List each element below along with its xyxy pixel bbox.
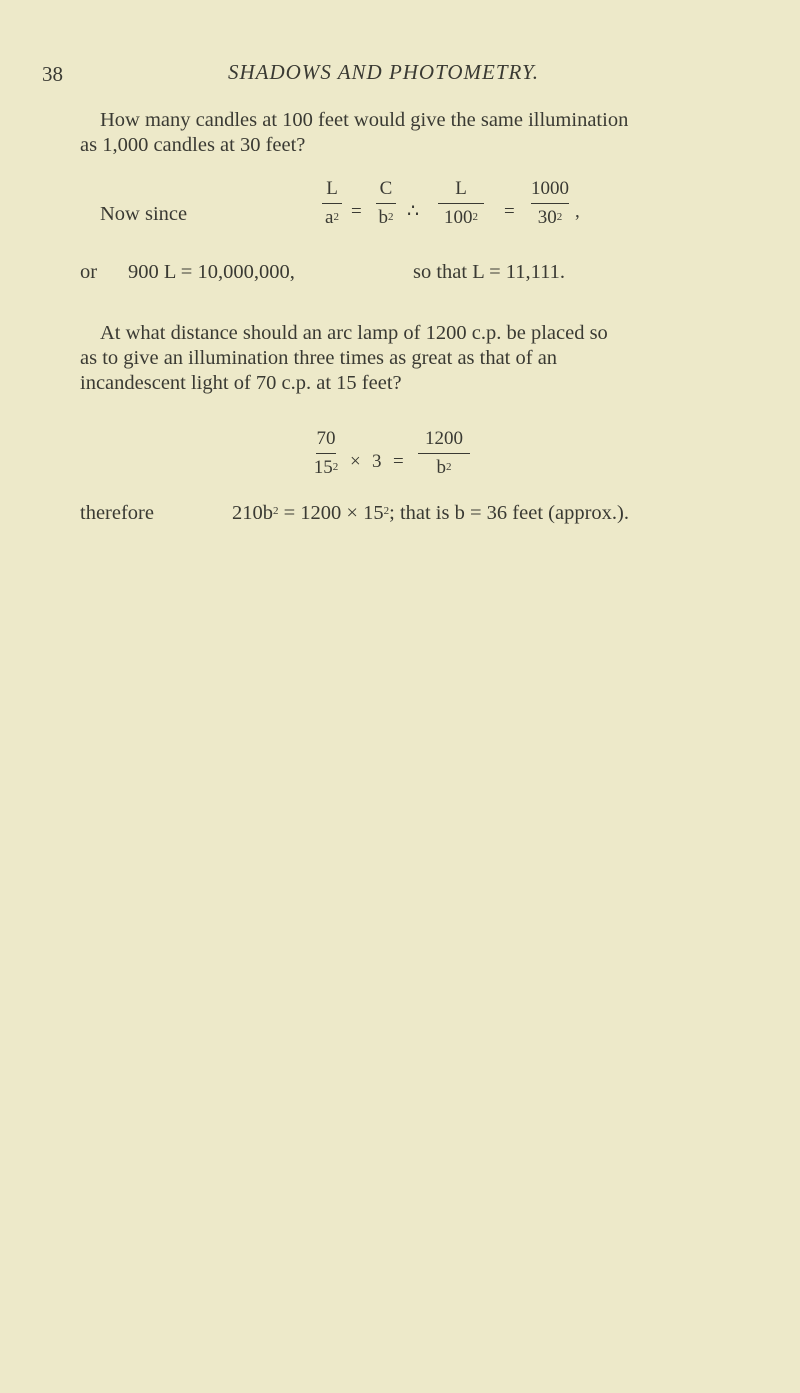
fraction-bar — [376, 203, 396, 204]
factor-three: 3 — [372, 451, 382, 472]
page-number: 38 — [42, 62, 63, 86]
fraction-bar — [316, 453, 336, 454]
comma: , — [575, 201, 580, 222]
therefore-label: therefore — [80, 502, 154, 524]
problem1-question-line1: How many candles at 100 feet would give the same illumination — [100, 109, 629, 131]
fraction-numerator: L — [455, 178, 467, 199]
fraction-1200-over-b2 — [412, 428, 476, 479]
equals-sign: = — [393, 451, 404, 472]
times-sign: × — [350, 451, 361, 472]
running-title: SHADOWS AND PHOTOMETRY. — [228, 60, 540, 84]
fraction-numerator: 1200 — [425, 428, 463, 449]
fraction-denominator: $a^2$ — [325, 207, 339, 228]
fraction-bar — [531, 203, 569, 204]
fraction-denominator: $30^2$ — [537, 207, 563, 228]
fraction-1000-over-30sq — [522, 178, 578, 229]
problem2-question-line1: At what distance should an arc lamp of 1200 c.p. be placed so — [100, 322, 608, 344]
fraction-bar — [438, 203, 484, 204]
fraction-l-over-100sq — [430, 178, 492, 229]
fraction-numerator: 70 — [316, 428, 336, 449]
fraction-denominator: $b^2$ — [378, 207, 394, 228]
fraction-numerator: L — [326, 178, 338, 199]
fraction-c-over-b2 — [372, 178, 400, 229]
fraction-denominator: $100^2$ — [444, 207, 478, 228]
fraction-bar — [418, 453, 470, 454]
equals-sign: = — [351, 201, 362, 222]
result-conclusion: so that L = 11,111. — [413, 261, 566, 283]
problem2-question-line2: as to give an illumination three times as great as that of an — [80, 347, 558, 369]
problem1-question-line2: as 1,000 candles at 30 feet? — [80, 134, 306, 156]
result-equation: 900 L = 10,000,000, — [128, 261, 295, 283]
final-equation: $210b^2 = 1200 \times 15^2$; that is b = 36 feet (approx.). — [232, 502, 629, 524]
fraction-denominator: $15^2$ — [313, 457, 339, 478]
fraction-l-over-a2 — [318, 178, 346, 229]
problem2-question-line3: incandescent light of 70 c.p. at 15 feet? — [80, 372, 402, 394]
fraction-bar — [322, 203, 342, 204]
fraction-numerator: C — [379, 178, 393, 199]
therefore-symbol: ∴ — [407, 201, 420, 222]
fraction-denominator: $b^2$ — [436, 457, 452, 478]
or-label: or — [80, 261, 98, 283]
fraction-70-over-15sq — [308, 428, 344, 479]
now-since-label: Now since — [100, 203, 188, 225]
equals-sign: = — [504, 201, 515, 222]
fraction-numerator: 1000 — [531, 178, 569, 199]
